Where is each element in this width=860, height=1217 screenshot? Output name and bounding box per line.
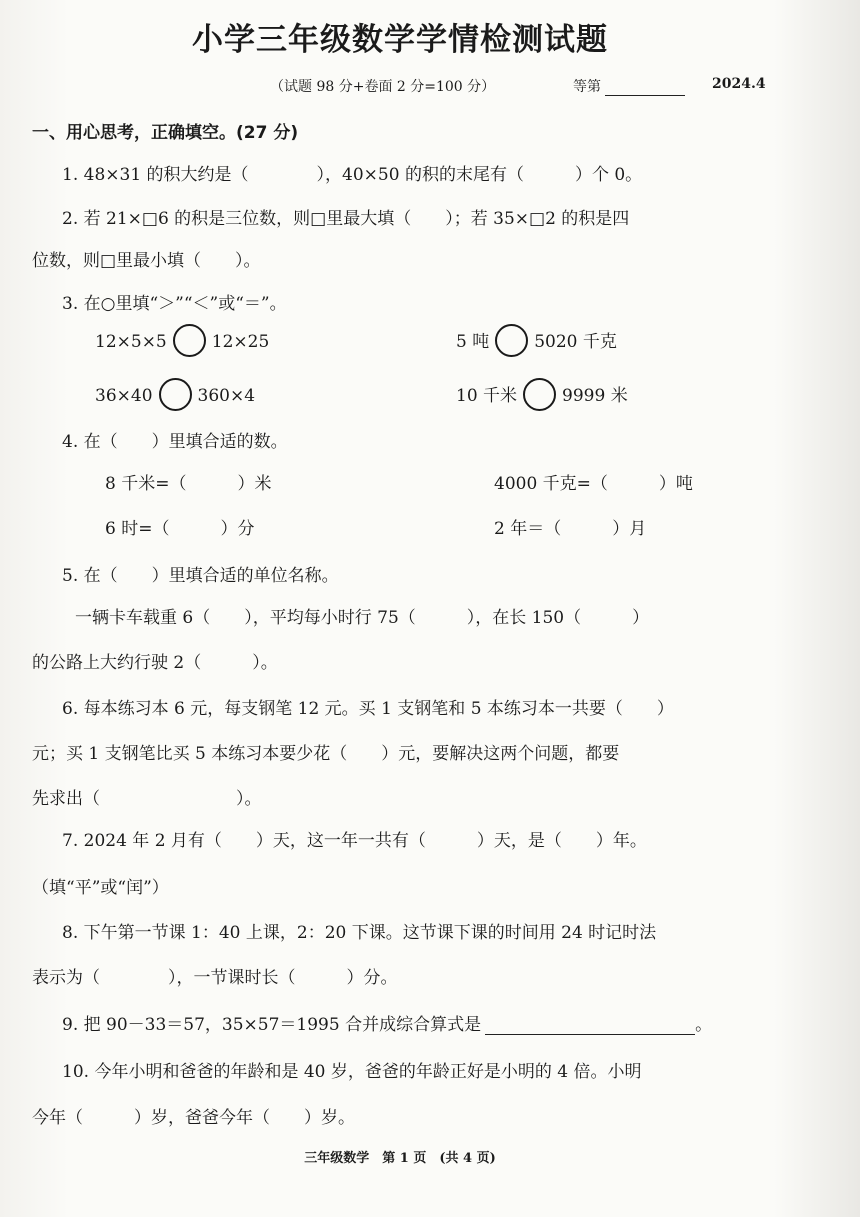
compare-right-b: 5020 千克: [534, 332, 617, 352]
section-heading-1: 一、用心思考，正确填空。(27 分): [32, 123, 299, 143]
question-2-line-2: 位数，则□里最小填（ ）。: [32, 251, 261, 271]
question-4-a: 8 千米=（ ）米: [105, 474, 272, 494]
compare-circle[interactable]: [495, 324, 528, 357]
compare-left-a: 12×5×5: [95, 332, 167, 352]
compare-circle[interactable]: [159, 378, 192, 411]
exam-date: 2024.4: [712, 76, 766, 92]
question-5-line-1: 一辆卡车载重 6（ ），平均每小时行 75（ ），在长 150（ ）: [75, 608, 650, 628]
question-4-prompt: 4. 在（ ）里填合适的数。: [62, 432, 288, 452]
question-7-line-2: （填“平”或“闰”）: [32, 878, 169, 898]
compare-circle[interactable]: [523, 378, 556, 411]
question-6-line-2: 元；买 1 支钢笔比买 5 本练习本要少花（ ）元，要解决这两个问题，都要: [32, 744, 620, 764]
question-9: [62, 1010, 712, 1035]
question-3-row-2-left: [95, 380, 255, 413]
compare-left-b: 12×25: [211, 332, 270, 352]
compare-left-b: 360×4: [197, 386, 256, 406]
question-6-line-1: 6. 每本练习本 6 元，每支钢笔 12 元。买 1 支钢笔和 5 本练习本一共要（ ）: [62, 699, 674, 719]
question-3-row-1-left: [95, 326, 269, 359]
compare-circle[interactable]: [173, 324, 206, 357]
grade-field: [573, 76, 685, 96]
question-4-d: 2 年＝（ ）月: [494, 519, 647, 539]
compare-left-a: 36×40: [95, 386, 153, 406]
question-10-line-1: 10. 今年小明和爸爸的年龄和是 40 岁，爸爸的年龄正好是小明的 4 倍。小明: [62, 1062, 642, 1082]
question-5-prompt: 5. 在（ ）里填合适的单位名称。: [62, 566, 339, 586]
score-info: （试题 98 分+卷面 2 分=100 分）: [270, 79, 496, 95]
question-3-prompt: 3. 在○里填“＞”“＜”或“＝”。: [62, 294, 287, 314]
question-7-line-1: 7. 2024 年 2 月有（ ）天，这一年一共有（ ）天，是（ ）年。: [62, 831, 647, 851]
question-8-line-1: 8. 下午第一节课 1：40 上课，2：20 下课。这节课下课的时间用 24 时记时法: [62, 923, 657, 943]
page-footer: 三年级数学 第 1 页 (共 4 页): [304, 1151, 496, 1166]
compare-right-a: 5 吨: [456, 332, 490, 352]
question-4-b: 4000 千克=（ ）吨: [494, 474, 693, 494]
answer-blank[interactable]: [485, 1018, 695, 1035]
grade-blank[interactable]: [605, 81, 685, 96]
question-3-row-1-right: [456, 326, 617, 359]
question-10-line-2: 今年（ ）岁，爸爸今年（ ）岁。: [32, 1108, 355, 1128]
question-1: 1. 48×31 的积大约是（ ），40×50 的积的末尾有（ ）个 0。: [62, 165, 643, 185]
compare-right-b: 9999 米: [562, 386, 628, 406]
question-2-line-1: 2. 若 21×□6 的积是三位数，则□里最大填（ ）；若 35×□2 的积是四: [62, 209, 630, 229]
question-6-line-3: 先求出（ ）。: [32, 789, 262, 809]
question-4-c: 6 时=（ ）分: [105, 519, 255, 539]
question-9-end: 。: [695, 1015, 713, 1035]
question-9-text: 9. 把 90－33＝57，35×57＝1995 合并成综合算式是: [62, 1015, 482, 1035]
question-8-line-2: 表示为（ ），一节课时长（ ）分。: [32, 968, 398, 988]
question-3-row-2-right: [456, 380, 628, 413]
exam-title: 小学三年级数学学情检测试题: [192, 22, 608, 58]
question-5-line-2: 的公路上大约行驶 2（ ）。: [32, 653, 278, 673]
compare-right-a: 10 千米: [456, 386, 518, 406]
grade-label: 等第: [573, 79, 601, 95]
